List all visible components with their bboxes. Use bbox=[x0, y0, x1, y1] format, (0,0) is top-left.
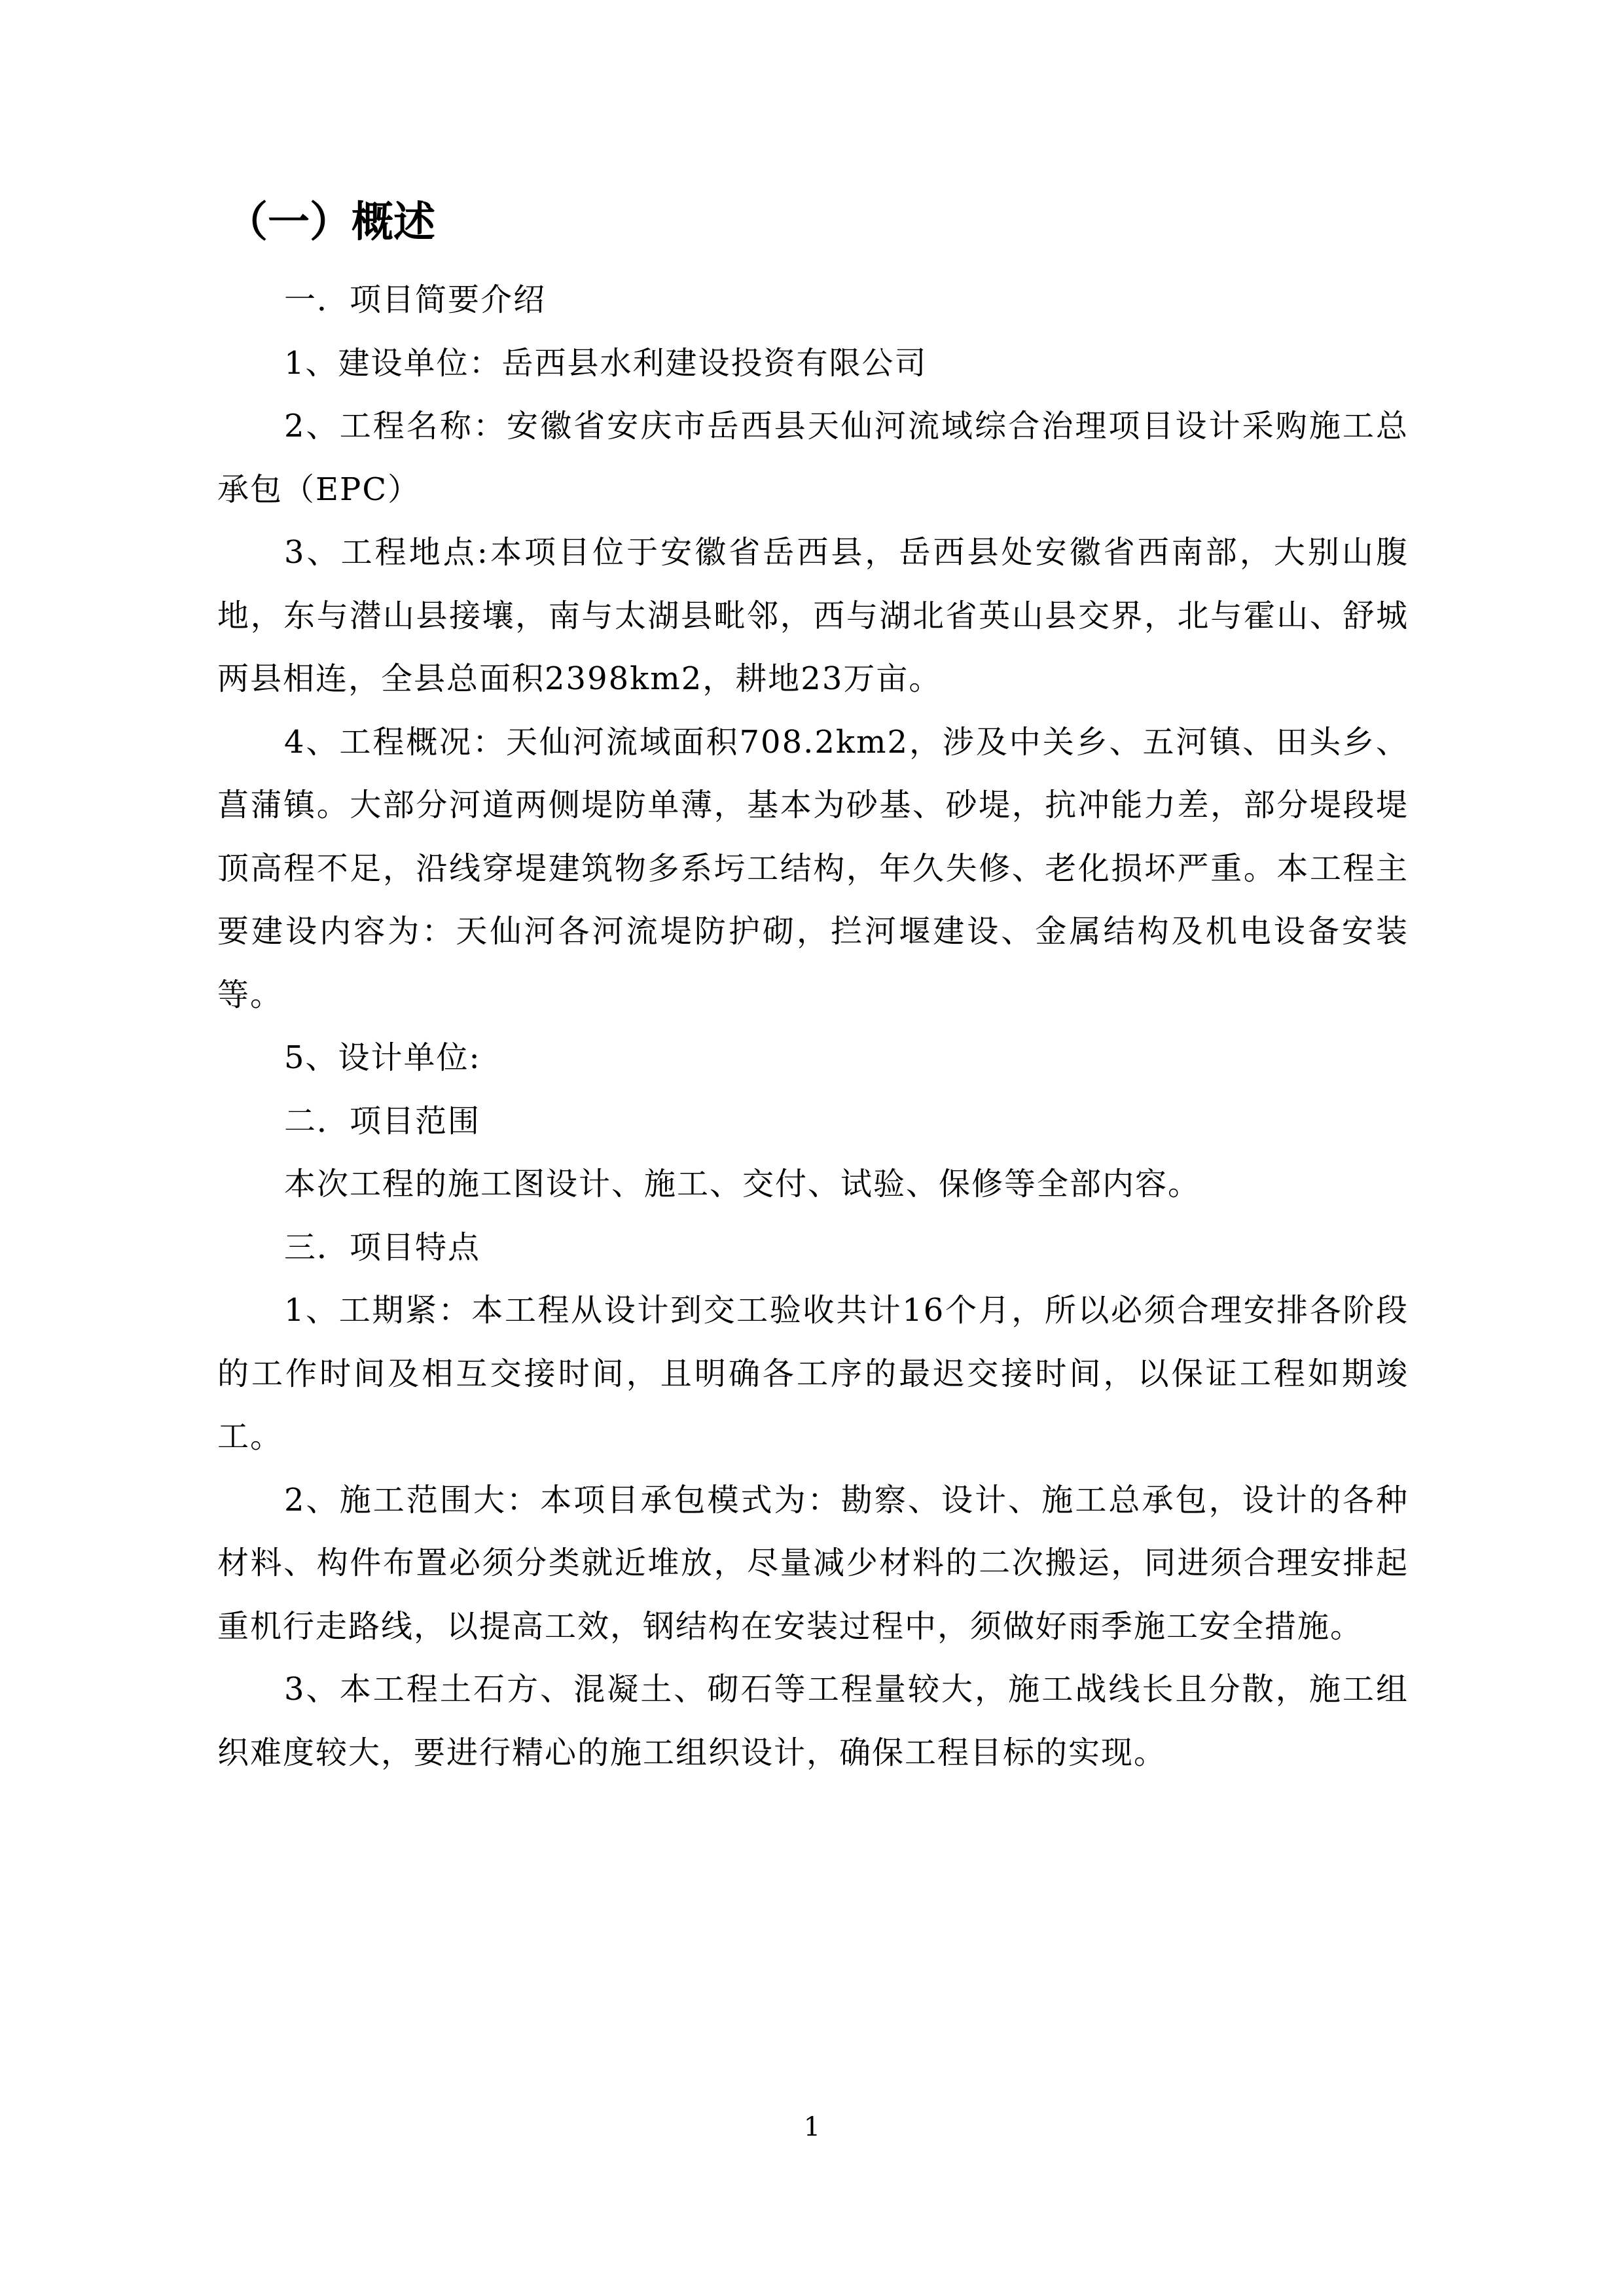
paragraph-feature-scope: 2、施工范围大：本项目承包模式为：勘察、设计、施工总承包，设计的各种材料、构件布置必须分类就近堆放，尽量减少材料的二次搬运，同进须合理安排起重机行走路线，以提高工效，钢结构在安装过程中，须做好雨季施工安全措施。 bbox=[217, 1481, 1409, 1645]
paragraph-location: 3、工程地点:本项目位于安徽省岳西县，岳西县处安徽省西南部，大别山腹地，东与潜山县接壤，南与太湖县毗邻，西与湖北省英山县交界，北与霍山、舒城两县相连，全县总面积2398km2，耕地23万亩。 bbox=[217, 534, 1409, 697]
paragraph-owner: 1、建设单位：岳西县水利建设投资有限公司 bbox=[284, 344, 928, 382]
subsection-heading-features: 三．项目特点 bbox=[284, 1229, 481, 1266]
paragraph-design-unit: 5、设计单位: bbox=[284, 1039, 481, 1076]
subsection-heading-scope: 二．项目范围 bbox=[284, 1102, 481, 1139]
paragraph-overview: 4、工程概况：天仙河流域面积708.2km2，涉及中关乡、五河镇、田头乡、菖蒲镇。大部分河道两侧堤防单薄，基本为砂基、砂堤，抗冲能力差，部分堤段堤顶高程不足，沿线穿堤建筑物多系圬工结构，年久失修、老化损坏严重。本工程主要建设内容为：天仙河各河流堤防护砌，拦河堰建设、金属结构及机电设备安装等。 bbox=[217, 723, 1409, 1013]
paragraph-feature-quantity: 3、本工程土石方、混凝土、砌石等工程量较大，施工战线长且分散，施工组织难度较大，要进行精心的施工组织设计，确保工程目标的实现。 bbox=[217, 1671, 1409, 1771]
section-heading: （一）概述 bbox=[226, 198, 435, 247]
paragraph-project-name: 2、工程名称：安徽省安庆市岳西县天仙河流域综合治理项目设计采购施工总承包（EPC） bbox=[217, 408, 1409, 508]
body-text bbox=[217, 268, 1409, 1784]
page-number: 1 bbox=[803, 2112, 821, 2142]
paragraph-scope: 本次工程的施工图设计、施工、交付、试验、保修等全部内容。 bbox=[284, 1166, 1201, 1202]
paragraph-feature-schedule: 1、工期紧：本工程从设计到交工验收共计16个月，所以必须合理安排各阶段的工作时间及相互交接时间，且明确各工序的最迟交接时间，以保证工程如期竣工。 bbox=[217, 1292, 1409, 1455]
subsection-heading-intro: 一．项目简要介绍 bbox=[284, 281, 547, 318]
